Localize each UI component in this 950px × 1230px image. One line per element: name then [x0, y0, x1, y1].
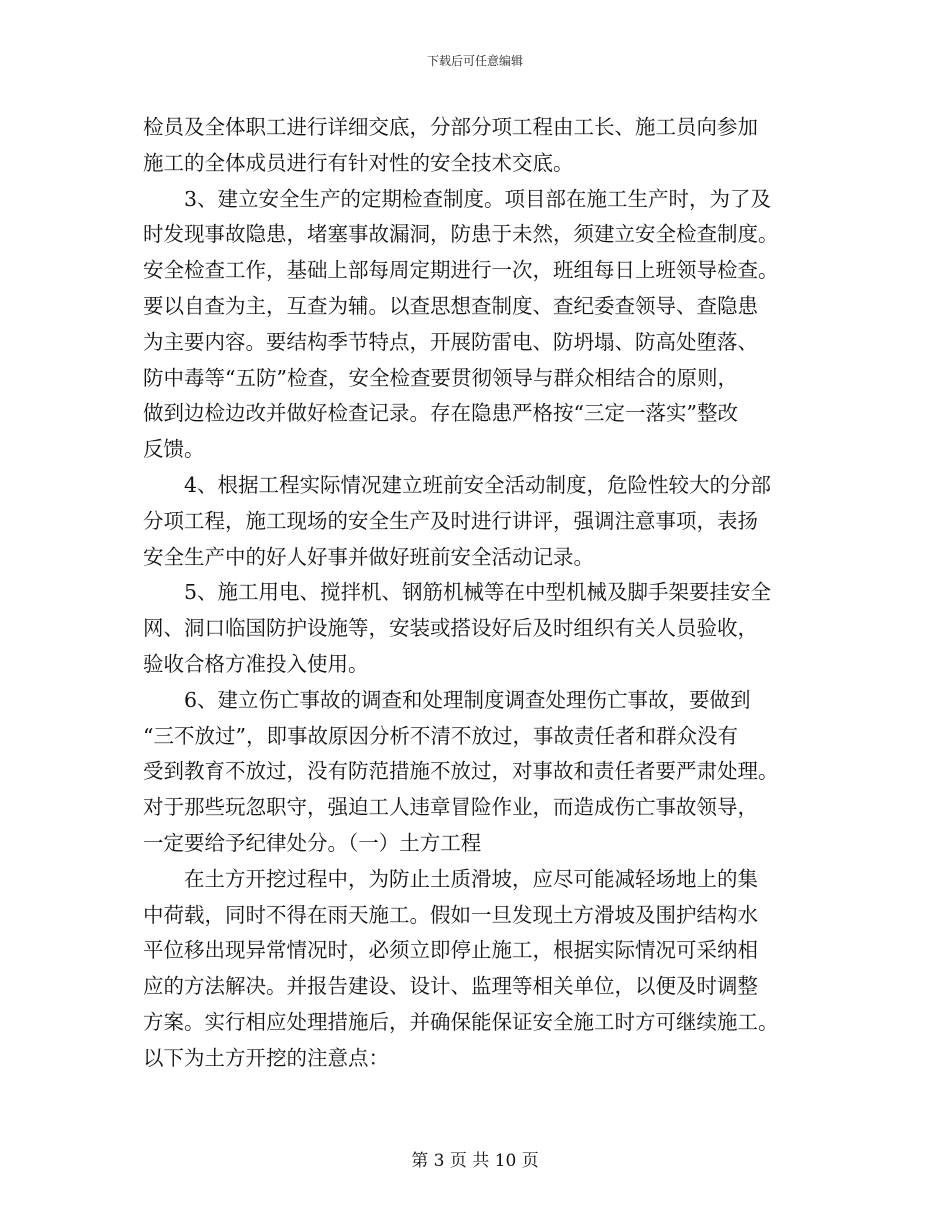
text-line: 应的方法解决。并报告建设、设计、监理等相关单位，以便及时调整	[143, 974, 758, 999]
document-body	[143, 110, 807, 1077]
text-line: 以下为土方开挖的注意点：	[143, 1045, 389, 1070]
text-line: “三不放过”，即事故原因分析不清不放过，事故责任者和群众没有	[143, 723, 738, 748]
text-line: 中荷载，同时不得在雨天施工。假如一旦发现土方滑坡及围护结构水	[143, 902, 758, 927]
text-line: 3、建立安全生产的定期检查制度。项目部在施工生产时，为了及	[184, 186, 772, 211]
text-line: 安全检查工作，基础上部每周定期进行一次，班组每日上班领导检查。	[143, 258, 779, 283]
text-line: 施工的全体成员进行有针对性的安全技术交底。	[143, 150, 574, 175]
text-line: 一定要给予纪律处分。（一）土方工程	[143, 830, 482, 855]
text-line: 平位移出现异常情况时，必须立即停止施工，根据实际情况可采纳相	[143, 938, 758, 963]
page-header: 下载后可任意编辑	[426, 54, 523, 68]
text-line: 验收合格方准投入使用。	[143, 651, 369, 676]
text-line: 4、根据工程实际情况建立班前安全活动制度，危险性较大的分部	[184, 472, 772, 497]
text-line: 反馈。	[143, 437, 205, 462]
text-line: 安全生产中的好人好事并做好班前安全活动记录。	[143, 544, 594, 569]
text-line: 5、施工用电、搅拌机、钢筋机械等在中型机械及脚手架要挂安全	[184, 580, 772, 605]
text-line: 为主要内容。要结构季节特点，开展防雷电、防坍塌、防高处堕落、	[143, 329, 758, 354]
text-line: 网、洞口临国防护设施等，安装或搭设好后及时组织有关人员验收，	[143, 616, 758, 641]
text-line: 在土方开挖过程中，为防止土质滑坡，应尽可能减轻场地上的集	[184, 866, 758, 891]
text-line: 检员及全体职工进行详细交底，分部分项工程由工长、施工员向参加	[143, 115, 758, 139]
text-line: 分项工程，施工现场的安全生产及时进行讲评，强调注意事项，表扬	[143, 508, 758, 533]
text-line: 做到边检边改并做好检查记录。存在隐患严格按“三定一落实”整改	[143, 401, 738, 426]
text-line: 6、建立伤亡事故的调查和处理制度调查处理伤亡事故，要做到	[184, 687, 751, 712]
text-line: 防中毒等“五防”检查，安全检查要贯彻领导与群众相结合的原则，	[143, 365, 738, 390]
text-line: 方案。实行相应处理措施后，并确保能保证安全施工时方可继续施工。	[143, 1009, 779, 1034]
text-line: 要以自查为主，互查为辅。以查思想查制度、查纪委查领导、查隐患	[143, 293, 758, 318]
text-line: 对于那些玩忽职守，强迫工人违章冒险作业，而造成伤亡事故领导，	[143, 795, 758, 820]
text-line: 时发现事故隐患，堵塞事故漏洞，防患于未然，须建立安全检查制度。	[143, 222, 779, 247]
text-line: 受到教育不放过，没有防范措施不放过，对事故和责任者要严肃处理。	[143, 759, 779, 784]
page-footer: 第 3 页 共 10 页	[411, 1151, 539, 1171]
